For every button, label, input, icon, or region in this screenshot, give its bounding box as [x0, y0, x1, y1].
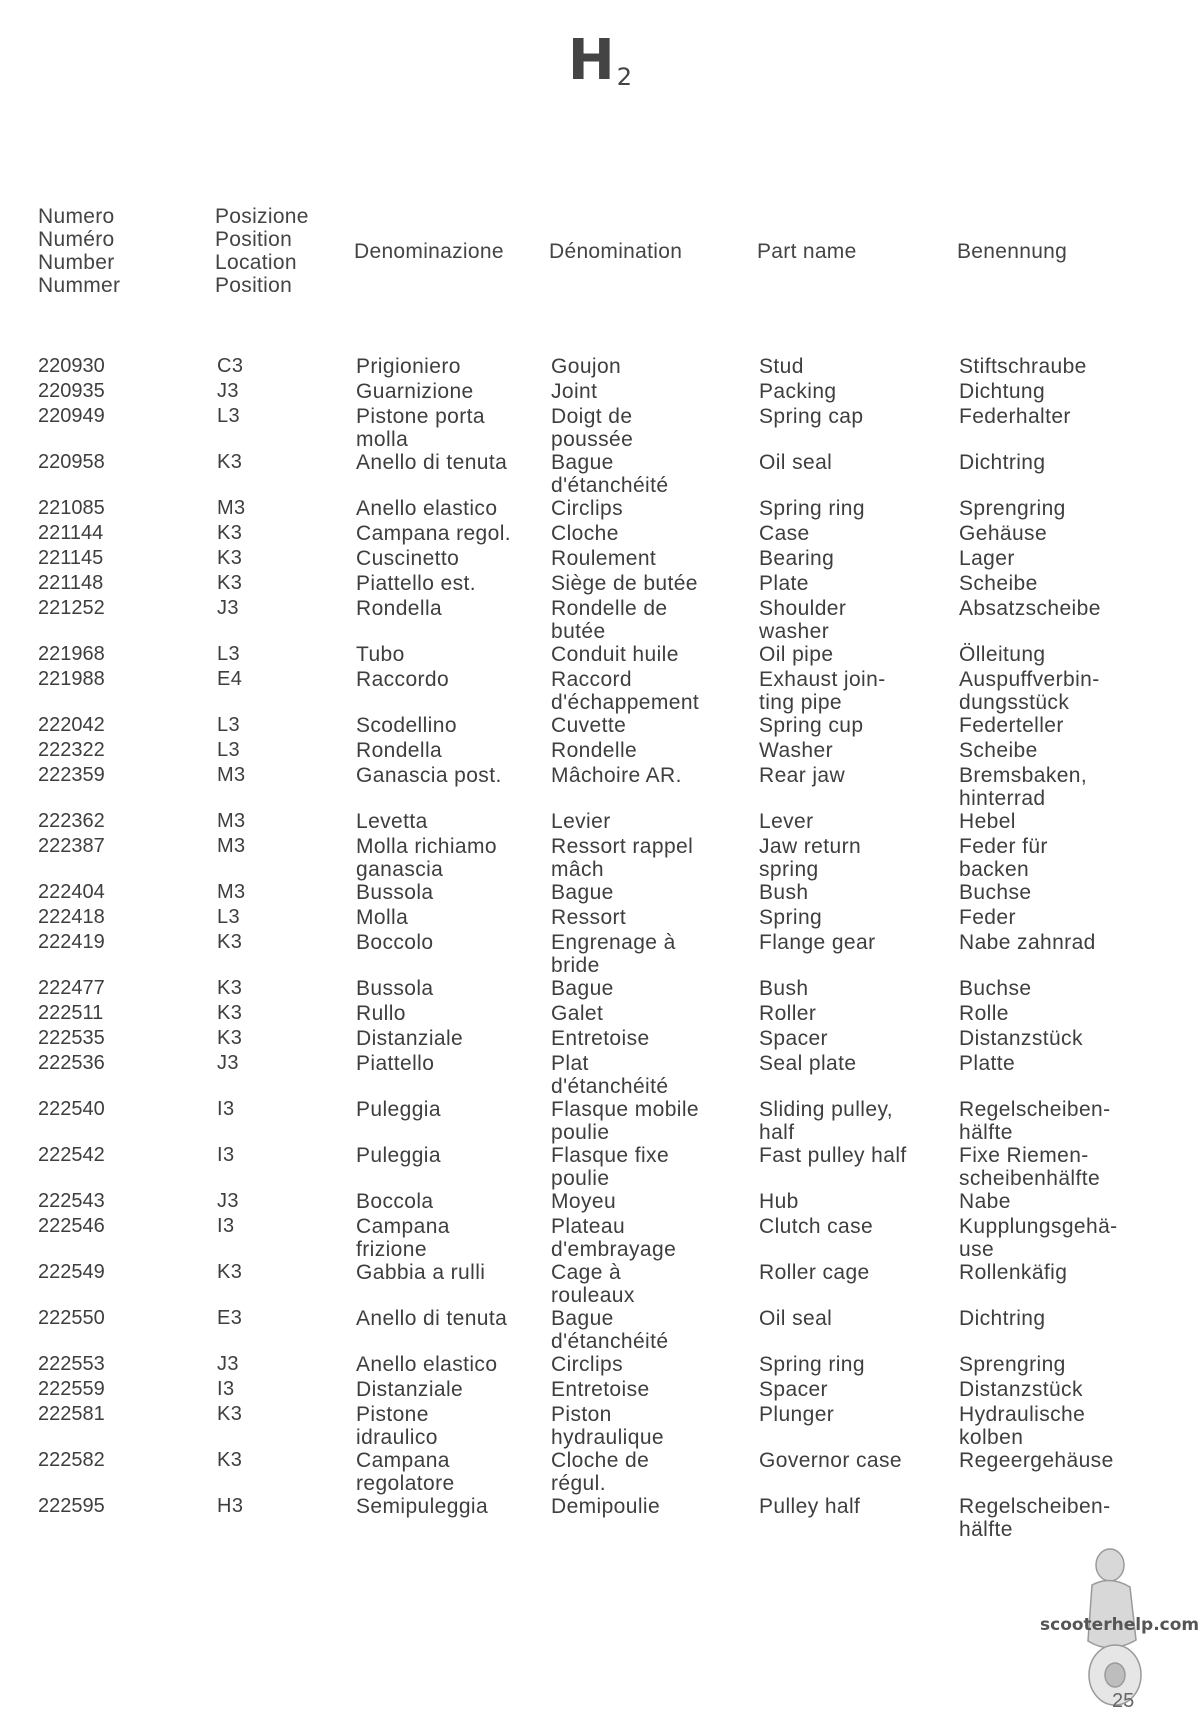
- position: L3: [217, 906, 241, 928]
- header-line: Part name: [757, 239, 857, 263]
- name-french: Ressort rappel mâch: [551, 835, 694, 881]
- name-english: Exhaust join- ting pipe: [759, 668, 886, 714]
- table-row: [0, 977, 1200, 1002]
- name-english: Fast pulley half: [759, 1144, 907, 1167]
- header-line: Dénomination: [549, 239, 683, 263]
- name-french: Ressort: [551, 906, 627, 929]
- position: L3: [217, 714, 241, 736]
- name-italian: Rondella: [356, 597, 443, 620]
- part-number: 222536: [38, 1052, 105, 1074]
- position: H3: [217, 1495, 244, 1517]
- part-number: 222550: [38, 1307, 105, 1329]
- name-german: Buchse: [959, 881, 1032, 904]
- part-number: 222559: [38, 1378, 105, 1400]
- name-french: Moyeu: [551, 1190, 617, 1213]
- part-number: 222542: [38, 1144, 105, 1166]
- position: M3: [217, 810, 246, 832]
- name-italian: Molla richiamo ganascia: [356, 835, 497, 881]
- name-italian: Pistone porta molla: [356, 405, 485, 451]
- part-number: 222543: [38, 1190, 105, 1212]
- table-row: [0, 1307, 1200, 1353]
- table-row: [0, 1495, 1200, 1541]
- position: I3: [217, 1378, 235, 1400]
- name-french: Doigt de poussée: [551, 405, 634, 451]
- name-italian: Puleggia: [356, 1144, 441, 1167]
- name-german: Gehäuse: [959, 522, 1048, 545]
- position: J3: [217, 1353, 239, 1375]
- name-german: Scheibe: [959, 739, 1038, 762]
- name-italian: Guarnizione: [356, 380, 474, 403]
- name-german: Dichtring: [959, 1307, 1046, 1330]
- position: I3: [217, 1215, 235, 1237]
- name-english: Oil pipe: [759, 643, 834, 666]
- name-english: Rear jaw: [759, 764, 846, 787]
- position: L3: [217, 405, 241, 427]
- name-french: Cloche: [551, 522, 619, 545]
- name-italian: Puleggia: [356, 1098, 441, 1121]
- name-german: Distanzstück: [959, 1027, 1083, 1050]
- header-line: Position: [215, 274, 293, 297]
- part-number: 221252: [38, 597, 105, 619]
- name-french: Rondelle de butée: [551, 597, 668, 643]
- position: M3: [217, 497, 246, 519]
- name-french: Cage à rouleaux: [551, 1261, 635, 1307]
- table-row: [0, 355, 1200, 380]
- table-row: [0, 572, 1200, 597]
- name-english: Sliding pulley, half: [759, 1098, 894, 1144]
- name-german: Nabe zahnrad: [959, 931, 1096, 954]
- table-row: [0, 764, 1200, 810]
- position: J3: [217, 380, 239, 402]
- name-french: Cuvette: [551, 714, 627, 737]
- table-row: [0, 1098, 1200, 1144]
- table-row: [0, 906, 1200, 931]
- name-english: Flange gear: [759, 931, 876, 954]
- table-row: [0, 1403, 1200, 1449]
- name-german: Feder: [959, 906, 1016, 929]
- table-row: [0, 1144, 1200, 1190]
- name-italian: Campana regol.: [356, 522, 512, 545]
- part-number: 221988: [38, 668, 105, 690]
- name-italian: Distanziale: [356, 1027, 464, 1050]
- name-english: Oil seal: [759, 451, 833, 474]
- name-italian: Scodellino: [356, 714, 457, 737]
- table-row: [0, 714, 1200, 739]
- name-german: Absatzscheibe: [959, 597, 1101, 620]
- name-italian: Campana regolatore: [356, 1449, 455, 1495]
- part-number: 222549: [38, 1261, 105, 1283]
- part-number: 222540: [38, 1098, 105, 1120]
- position: K3: [217, 522, 243, 544]
- name-french: Plat d'étanchéité: [551, 1052, 669, 1098]
- parts-table: [0, 355, 1200, 1541]
- name-german: Buchse: [959, 977, 1032, 1000]
- name-italian: Gabbia a rulli: [356, 1261, 486, 1284]
- name-italian: Prigioniero: [356, 355, 461, 378]
- header-line: Numéro: [38, 228, 115, 251]
- position: K3: [217, 1261, 243, 1283]
- name-english: Governor case: [759, 1449, 902, 1472]
- watermark-text: scooterhelp.com: [1040, 1615, 1200, 1635]
- part-number: 222477: [38, 977, 105, 999]
- table-row: [0, 451, 1200, 497]
- name-italian: Boccolo: [356, 931, 434, 954]
- name-german: Feder für backen: [959, 835, 1048, 881]
- name-italian: Cuscinetto: [356, 547, 460, 570]
- name-german: Sprengring: [959, 497, 1066, 520]
- table-row: [0, 835, 1200, 881]
- name-english: Spring ring: [759, 497, 865, 520]
- position: M3: [217, 835, 246, 857]
- header-position: [215, 205, 309, 297]
- name-english: Bush: [759, 881, 809, 904]
- name-english: Spacer: [759, 1378, 828, 1401]
- position: J3: [217, 597, 239, 619]
- name-italian: Pistone idraulico: [356, 1403, 438, 1449]
- header-italian: [354, 205, 504, 297]
- part-number: 222322: [38, 739, 105, 761]
- part-number: 222387: [38, 835, 105, 857]
- position: K3: [217, 547, 243, 569]
- table-row: [0, 405, 1200, 451]
- table-row: [0, 810, 1200, 835]
- name-italian: Raccordo: [356, 668, 450, 691]
- table-row: [0, 881, 1200, 906]
- name-italian: Distanziale: [356, 1378, 464, 1401]
- name-german: Platte: [959, 1052, 1016, 1075]
- name-french: Goujon: [551, 355, 622, 378]
- name-french: Levier: [551, 810, 611, 833]
- table-row: [0, 522, 1200, 547]
- table-row: [0, 1449, 1200, 1495]
- name-german: Hebel: [959, 810, 1016, 833]
- name-english: Hub: [759, 1190, 799, 1213]
- position: M3: [217, 764, 246, 786]
- name-french: Roulement: [551, 547, 657, 570]
- name-german: Regelscheiben- hälfte: [959, 1495, 1111, 1541]
- name-german: Sprengring: [959, 1353, 1066, 1376]
- table-row: [0, 1215, 1200, 1261]
- header-line: Position: [215, 228, 293, 251]
- table-row: [0, 497, 1200, 522]
- table-row: [0, 668, 1200, 714]
- name-german: Scheibe: [959, 572, 1038, 595]
- name-french: Bague: [551, 977, 614, 1000]
- part-number: 222546: [38, 1215, 105, 1237]
- position: C3: [217, 355, 244, 377]
- name-french: Plateau d'embrayage: [551, 1215, 677, 1261]
- page-title: [0, 28, 1200, 93]
- name-french: Engrenage à bride: [551, 931, 676, 977]
- name-italian: Rondella: [356, 739, 443, 762]
- header-line: Number: [38, 251, 115, 274]
- part-number: 220935: [38, 380, 105, 402]
- name-italian: Rullo: [356, 1002, 406, 1025]
- name-german: Fixe Riemen- scheibenhälfte: [959, 1144, 1101, 1190]
- header-number: [38, 205, 120, 297]
- position: K3: [217, 931, 243, 953]
- part-number: 222582: [38, 1449, 105, 1471]
- position: J3: [217, 1190, 239, 1212]
- table-row: [0, 1190, 1200, 1215]
- part-number: 222535: [38, 1027, 105, 1049]
- part-number: 222404: [38, 881, 105, 903]
- part-number: 222362: [38, 810, 105, 832]
- position: K3: [217, 977, 243, 999]
- name-french: Bague d'étanchéité: [551, 1307, 669, 1353]
- name-french: Conduit huile: [551, 643, 679, 666]
- name-german: Lager: [959, 547, 1015, 570]
- name-italian: Levetta: [356, 810, 428, 833]
- name-german: Federteller: [959, 714, 1064, 737]
- name-german: Rollenkäfig: [959, 1261, 1068, 1284]
- position: K3: [217, 451, 243, 473]
- part-number: 220958: [38, 451, 105, 473]
- name-italian: Piattello: [356, 1052, 435, 1075]
- position: J3: [217, 1052, 239, 1074]
- name-french: Bague d'étanchéité: [551, 451, 669, 497]
- position: K3: [217, 1403, 243, 1425]
- name-french: Bague: [551, 881, 614, 904]
- name-italian: Molla: [356, 906, 409, 929]
- table-row: [0, 597, 1200, 643]
- name-english: Spacer: [759, 1027, 828, 1050]
- position: L3: [217, 739, 241, 761]
- table-row: [0, 931, 1200, 977]
- table-row: [0, 1261, 1200, 1307]
- name-french: Demipoulie: [551, 1495, 661, 1518]
- part-number: 220930: [38, 355, 105, 377]
- part-number: 222553: [38, 1353, 105, 1375]
- header-line: Numero: [38, 205, 115, 228]
- name-french: Entretoise: [551, 1027, 650, 1050]
- name-french: Flasque mobile poulie: [551, 1098, 700, 1144]
- name-italian: Boccola: [356, 1190, 434, 1213]
- name-italian: Tubo: [356, 643, 405, 666]
- header-line: Posizione: [215, 205, 309, 228]
- name-german: Regelscheiben- hälfte: [959, 1098, 1111, 1144]
- header-french: [549, 205, 682, 297]
- part-number: 222595: [38, 1495, 105, 1517]
- name-german: Kupplungsgehä- use: [959, 1215, 1118, 1261]
- name-english: Washer: [759, 739, 833, 762]
- position: I3: [217, 1098, 235, 1120]
- part-number: 222042: [38, 714, 105, 736]
- name-german: Auspuffverbin- dungsstück: [959, 668, 1100, 714]
- part-number: 221148: [38, 572, 104, 594]
- name-german: Nabe: [959, 1190, 1011, 1213]
- name-german: Regeergehäuse: [959, 1449, 1114, 1472]
- name-english: Spring cup: [759, 714, 864, 737]
- name-english: Lever: [759, 810, 814, 833]
- title-letter: H: [567, 28, 615, 93]
- name-french: Circlips: [551, 1353, 624, 1376]
- position: E3: [217, 1307, 243, 1329]
- name-italian: Campana frizione: [356, 1215, 450, 1261]
- part-number: 221144: [38, 522, 104, 544]
- table-row: [0, 547, 1200, 572]
- name-english: Spring: [759, 906, 823, 929]
- name-german: Dichtung: [959, 380, 1046, 403]
- name-english: Seal plate: [759, 1052, 857, 1075]
- table-row: [0, 1027, 1200, 1052]
- position: K3: [217, 572, 243, 594]
- part-number: 221145: [38, 547, 104, 569]
- name-italian: Anello elastico: [356, 497, 498, 520]
- name-italian: Anello di tenuta: [356, 451, 508, 474]
- name-french: Cloche de régul.: [551, 1449, 650, 1495]
- name-french: Circlips: [551, 497, 624, 520]
- part-number: 222581: [38, 1403, 105, 1425]
- name-french: Piston hydraulique: [551, 1403, 664, 1449]
- name-italian: Semipuleggia: [356, 1495, 489, 1518]
- name-french: Rondelle: [551, 739, 638, 762]
- position: L3: [217, 643, 241, 665]
- header-line: Nummer: [38, 274, 121, 297]
- name-english: Stud: [759, 355, 804, 378]
- name-english: Spring ring: [759, 1353, 865, 1376]
- position: K3: [217, 1002, 243, 1024]
- name-italian: Ganascia post.: [356, 764, 502, 787]
- name-italian: Piattello est.: [356, 572, 476, 595]
- name-english: Roller cage: [759, 1261, 870, 1284]
- name-english: Plate: [759, 572, 809, 595]
- name-italian: Anello di tenuta: [356, 1307, 508, 1330]
- table-row: [0, 739, 1200, 764]
- name-english: Packing: [759, 380, 837, 403]
- header-line: Benennung: [957, 239, 1068, 263]
- name-german: Stiftschraube: [959, 355, 1087, 378]
- column-headers: [0, 205, 1200, 305]
- name-english: Case: [759, 522, 810, 545]
- table-row: [0, 1353, 1200, 1378]
- part-number: 222359: [38, 764, 105, 786]
- name-italian: Anello elastico: [356, 1353, 498, 1376]
- name-german: Distanzstück: [959, 1378, 1083, 1401]
- table-row: [0, 1378, 1200, 1403]
- name-french: Entretoise: [551, 1378, 650, 1401]
- table-row: [0, 380, 1200, 405]
- name-french: Galet: [551, 1002, 604, 1025]
- name-french: Mâchoire AR.: [551, 764, 682, 787]
- name-english: Bearing: [759, 547, 835, 570]
- name-french: Raccord d'échappement: [551, 668, 700, 714]
- part-number: 221968: [38, 643, 105, 665]
- name-italian: Bussola: [356, 977, 434, 1000]
- position: E4: [217, 668, 243, 690]
- name-english: Oil seal: [759, 1307, 833, 1330]
- position: K3: [217, 1027, 243, 1049]
- name-italian: Bussola: [356, 881, 434, 904]
- title-subscript: 2: [616, 63, 633, 91]
- name-german: Hydraulische kolben: [959, 1403, 1086, 1449]
- name-english: Spring cap: [759, 405, 864, 428]
- part-number: 222419: [38, 931, 105, 953]
- header-english: [757, 205, 857, 297]
- name-english: Clutch case: [759, 1215, 874, 1238]
- part-number: 220949: [38, 405, 105, 427]
- table-row: [0, 1002, 1200, 1027]
- name-french: Flasque fixe poulie: [551, 1144, 670, 1190]
- header-german: [957, 205, 1067, 297]
- name-german: Dichtring: [959, 451, 1046, 474]
- name-english: Plunger: [759, 1403, 835, 1426]
- table-row: [0, 1052, 1200, 1098]
- name-english: Jaw return spring: [759, 835, 862, 881]
- name-english: Pulley half: [759, 1495, 861, 1518]
- page-number: 25: [1112, 1690, 1135, 1712]
- part-number: 222511: [38, 1002, 104, 1024]
- position: I3: [217, 1144, 235, 1166]
- position: K3: [217, 1449, 243, 1471]
- part-number: 222418: [38, 906, 105, 928]
- header-line: Location: [215, 251, 297, 274]
- name-german: Rolle: [959, 1002, 1009, 1025]
- name-german: Bremsbaken, hinterrad: [959, 764, 1088, 810]
- part-number: 221085: [38, 497, 105, 519]
- name-english: Bush: [759, 977, 809, 1000]
- header-line: Denominazione: [354, 239, 504, 263]
- name-french: Joint: [551, 380, 598, 403]
- name-english: Shoulder washer: [759, 597, 847, 643]
- name-french: Siège de butée: [551, 572, 698, 595]
- name-german: Federhalter: [959, 405, 1071, 428]
- name-german: Ölleitung: [959, 643, 1046, 666]
- position: M3: [217, 881, 246, 903]
- name-english: Roller: [759, 1002, 817, 1025]
- table-row: [0, 643, 1200, 668]
